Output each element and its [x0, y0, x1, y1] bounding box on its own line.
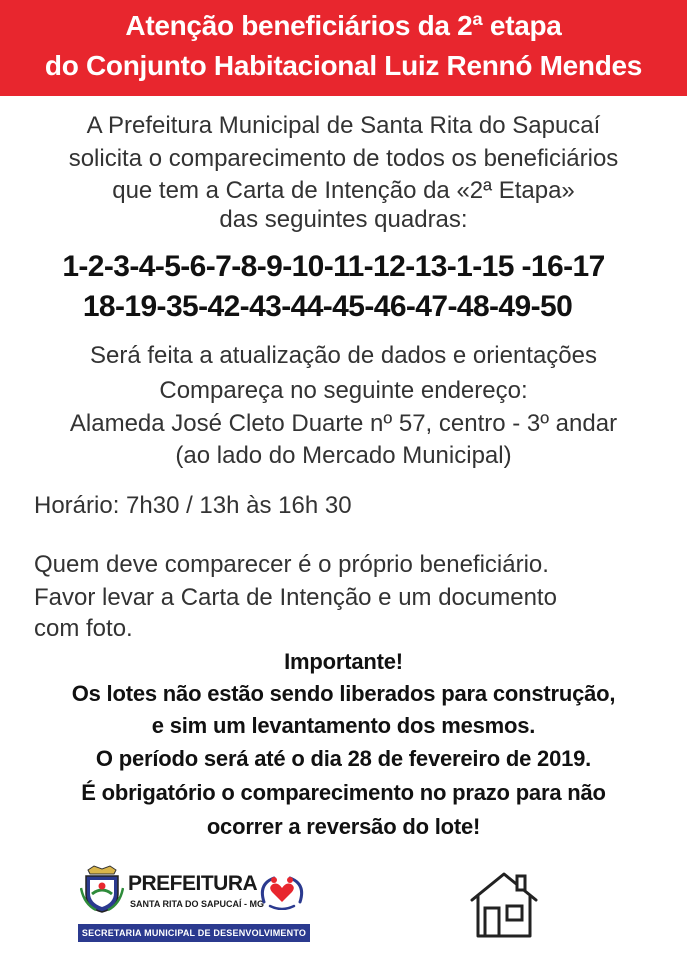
- logo-title: PREFEITURA: [128, 872, 258, 895]
- intro-line-3: que tem a Carta de Intenção da «2ª Etapa»: [112, 177, 575, 204]
- details-line-1: Será feita a atualização de dados e orientações: [89, 342, 597, 369]
- people-heart-icon: [256, 872, 308, 910]
- important-line-1: Os lotes não estão sendo liberados para construção,: [71, 681, 616, 706]
- instruction-line-2: Favor levar a Carta de Intenção e um documento: [34, 584, 557, 611]
- secretaria-bar: SECRETARIA MUNICIPAL DE DESENVOLVIMENTO SOCIAL: [78, 924, 310, 942]
- quadras-line-2: 18-19-35-42-43-44-45-46-47-48-49-50: [82, 290, 573, 323]
- header-banner: [0, 0, 687, 96]
- important-line-4: É obrigatório o comparecimento no prazo para não: [81, 780, 606, 805]
- intro-line-2: solicita o comparecimento de todos os beneficiários: [68, 145, 619, 172]
- address-line: Alameda José Cleto Duarte nº 57, centro - 3º andar: [69, 410, 618, 437]
- intro-line-4: das seguintes quadras:: [219, 206, 468, 233]
- quadras-line-1: 1-2-3-4-5-6-7-8-9-10-11-12-13-1-15 -16-17: [62, 250, 605, 283]
- logo-subtitle: SANTA RITA DO SAPUCAÍ - MG: [130, 899, 264, 909]
- important-line-2: e sim um levantamento dos mesmos.: [151, 713, 536, 738]
- house-icon: [468, 870, 540, 940]
- address-note: (ao lado do Mercado Municipal): [175, 442, 512, 469]
- important-line-5: ocorrer a reversão do lote!: [206, 814, 481, 839]
- header-title-line2: do Conjunto Habitacional Luiz Rennó Mendes: [44, 50, 643, 81]
- header-title-line1: Atenção beneficiários da 2ª etapa: [125, 10, 562, 41]
- prefeitura-logo: [78, 862, 310, 956]
- instruction-line-1: Quem deve comparecer é o próprio beneficiário.: [34, 551, 549, 578]
- horario: Horário: 7h30 / 13h às 16h 30: [34, 492, 352, 519]
- important-heading: Importante!: [284, 649, 403, 674]
- instruction-line-3: com foto.: [34, 615, 133, 642]
- intro-line-1: A Prefeitura Municipal de Santa Rita do Sapucaí: [86, 112, 601, 139]
- coat-of-arms-icon: [80, 864, 124, 914]
- important-line-3: O período será até o dia 28 de fevereiro de 2019.: [95, 746, 592, 771]
- details-line-2: Compareça no seguinte endereço:: [159, 377, 528, 404]
